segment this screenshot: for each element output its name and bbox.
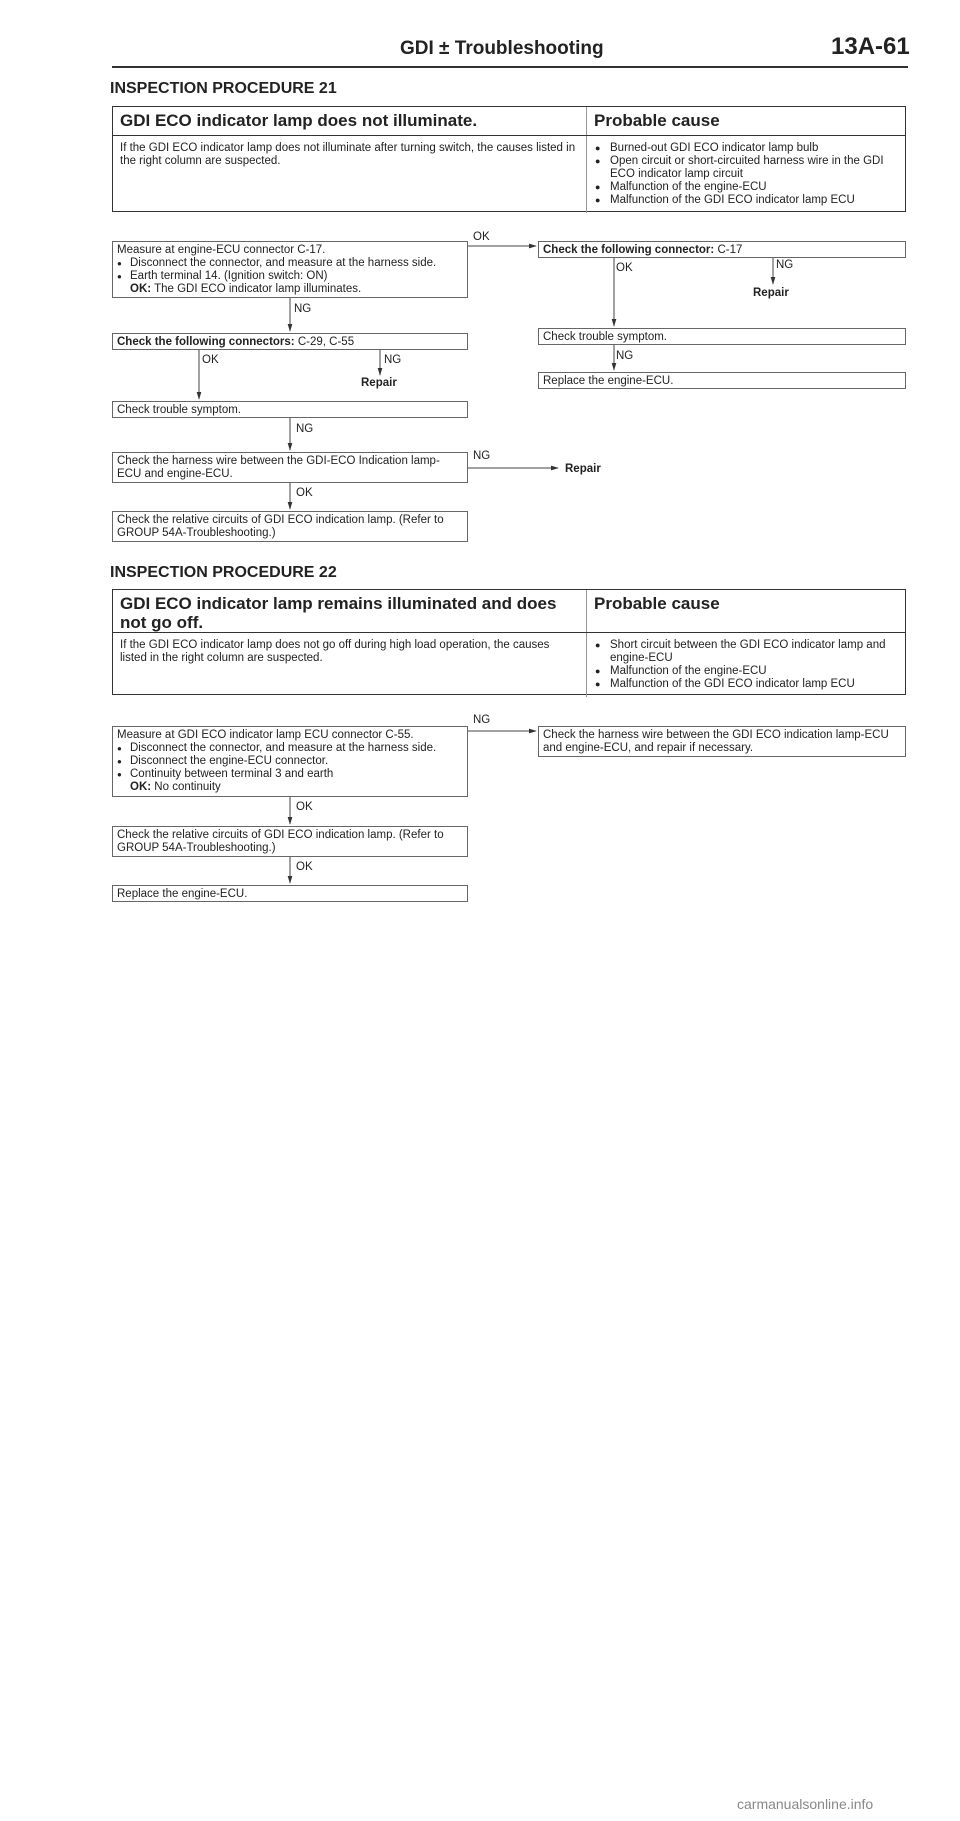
flow-label-repair: Repair bbox=[361, 377, 397, 389]
symptom-description: If the GDI ECO indicator lamp does not go off during high load operation, the causes listed in the right column are suspected. bbox=[113, 633, 587, 697]
connectors-ids: C-29, C-55 bbox=[297, 336, 355, 348]
flow-label-ok: OK bbox=[202, 354, 219, 366]
flow21-harness-box: Check the harness wire between the GDI-ECO Indication lamp-ECU and engine-ECU. bbox=[112, 452, 468, 483]
flow-label-ok: OK bbox=[616, 262, 633, 274]
measure-step-title: Measure at GDI ECO indicator lamp ECU connector C-55. bbox=[117, 729, 414, 741]
flow-label-ok: OK bbox=[473, 231, 490, 243]
flow21-relative-box: Check the relative circuits of GDI ECO indication lamp. (Refer to GROUP 54A-Troubleshooting.) bbox=[112, 511, 468, 542]
symptom-heading: GDI ECO indicator lamp remains illuminated and does not go off. bbox=[113, 590, 587, 632]
symptom-heading: GDI ECO indicator lamp does not illuminate. bbox=[113, 107, 587, 135]
flow21-replace-ecu-box: Replace the engine-ECU. bbox=[538, 372, 906, 389]
cause-item: ● Malfunction of the engine-ECU bbox=[594, 181, 898, 194]
watermark-footer: carmanualsonline.info bbox=[737, 1796, 874, 1812]
flow-label-ok: OK bbox=[296, 801, 313, 813]
ok-criteria-text: The GDI ECO indicator lamp illuminates. bbox=[154, 283, 362, 295]
cause-item: ● Malfunction of the GDI ECO indicator lamp ECU bbox=[594, 678, 898, 691]
ok-criteria-label: OK: bbox=[130, 781, 152, 793]
page-number: 13A-61 bbox=[831, 33, 910, 60]
flow-label-ng: NG bbox=[616, 350, 634, 362]
flow-label-ng: NG bbox=[384, 354, 402, 366]
flow-label-ng: NG bbox=[473, 450, 491, 462]
symptom-description: If the GDI ECO indicator lamp does not illuminate after turning switch, the causes listed in the right column are suspected. bbox=[113, 136, 587, 213]
flow-label-ok: OK bbox=[296, 487, 313, 499]
flow21-trouble-left-box: Check trouble symptom. bbox=[112, 401, 468, 418]
ok-criteria-text: No continuity bbox=[154, 781, 221, 793]
measure-step-item: ● Disconnect the connector, and measure at the harness side. bbox=[117, 257, 463, 270]
flow-label-ok: OK bbox=[296, 861, 313, 873]
cause-item: ● Short circuit between the GDI ECO indicator lamp and engine-ECU bbox=[594, 639, 898, 665]
flow-label-repair: Repair bbox=[565, 463, 601, 475]
flow21-trouble-right-box: Check trouble symptom. bbox=[538, 328, 906, 345]
flow-label-ng: NG bbox=[296, 423, 314, 435]
flow-label-ng: NG bbox=[294, 303, 312, 315]
page-header-title: GDI ± Troubleshooting bbox=[400, 38, 604, 59]
procedure-21-title: INSPECTION PROCEDURE 21 bbox=[110, 80, 337, 97]
cause-item: ● Malfunction of the GDI ECO indicator lamp ECU bbox=[594, 194, 898, 207]
flow22-replace-ecu-box: Replace the engine-ECU. bbox=[112, 885, 468, 902]
connector-check-label: Check the following connector: bbox=[543, 244, 715, 256]
connector-id: C-17 bbox=[717, 244, 743, 256]
measure-step-item: ● Disconnect the connector, and measure at the harness side. bbox=[117, 742, 463, 755]
flow22-relative-box: Check the relative circuits of GDI ECO indication lamp. (Refer to GROUP 54A-Troubleshooting.) bbox=[112, 826, 468, 857]
probable-cause-heading: Probable cause bbox=[594, 111, 720, 130]
cause-item: ● Burned-out GDI ECO indicator lamp bulb bbox=[594, 142, 898, 155]
cause-item: ● Open circuit or short-circuited harness wire in the GDI ECO indicator lamp circuit bbox=[594, 155, 898, 181]
ok-criteria-label: OK: bbox=[130, 283, 152, 295]
flow22-harness-box: Check the harness wire between the GDI ECO indication lamp-ECU and engine-ECU, and repair if necessary. bbox=[538, 726, 906, 757]
measure-step-title: Measure at engine-ECU connector C-17. bbox=[117, 244, 326, 256]
flow-label-ng: NG bbox=[776, 259, 794, 271]
flow-label-ng: NG bbox=[473, 714, 491, 726]
cause-item: ● Malfunction of the engine-ECU bbox=[594, 665, 898, 678]
probable-cause-heading: Probable cause bbox=[594, 594, 720, 613]
measure-step-item: ● Earth terminal 14. (Ignition switch: ON) bbox=[117, 270, 463, 283]
connectors-check-label: Check the following connectors: bbox=[117, 336, 295, 348]
measure-step-item: ● Disconnect the engine-ECU connector. bbox=[117, 755, 463, 768]
measure-step-item: ● Continuity between terminal 3 and earth bbox=[117, 768, 463, 781]
flow-label-repair: Repair bbox=[753, 287, 789, 299]
procedure-22-title: INSPECTION PROCEDURE 22 bbox=[110, 564, 337, 581]
